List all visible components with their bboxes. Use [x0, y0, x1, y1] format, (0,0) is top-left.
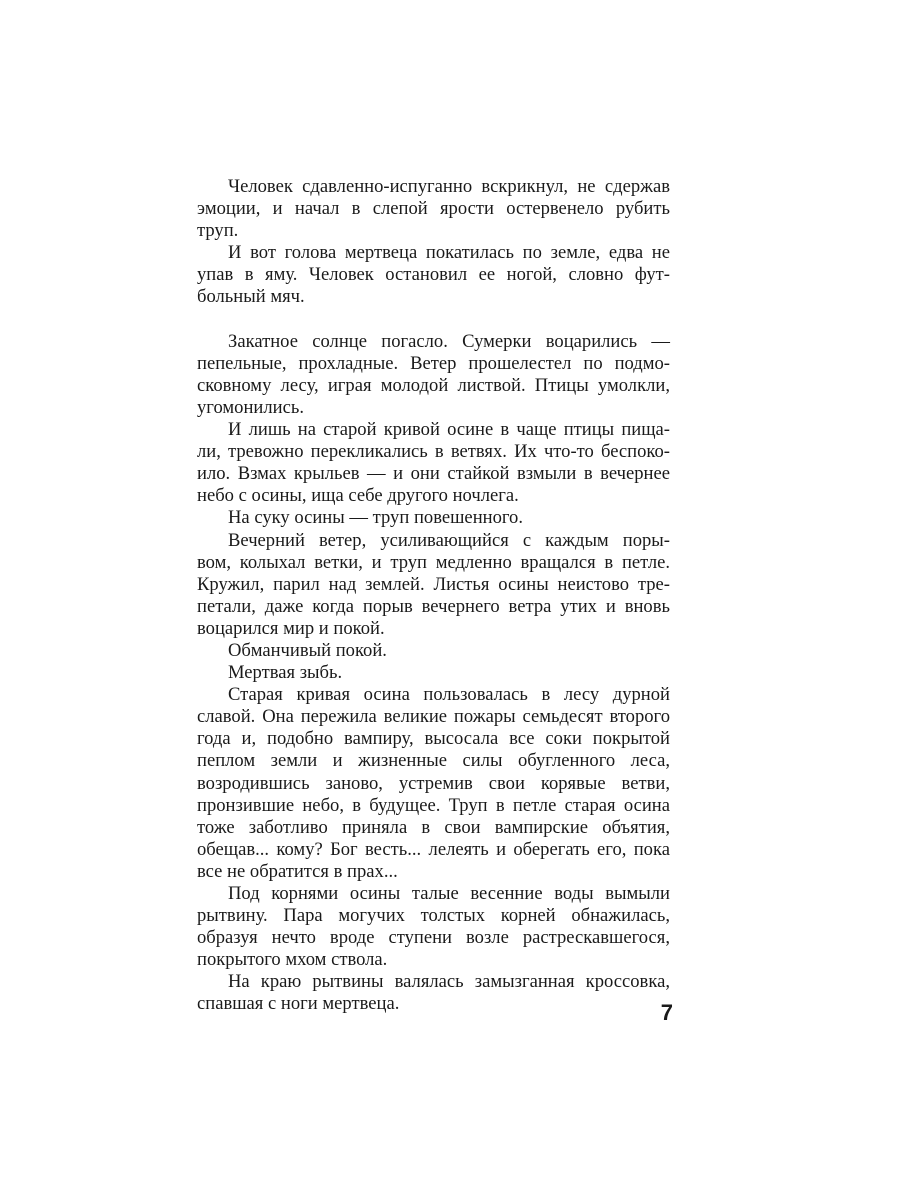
text-line: Старая кривая осина пользовалась в лесу дурной: [228, 684, 670, 706]
text-line: Человек сдавленно-испуганно вскрикнул, не сдержав: [228, 176, 670, 197]
text-line: все не обратится в прах...: [197, 860, 398, 882]
text-line: возродившись заново, устремив свои корявые ветви,: [197, 772, 670, 794]
text-line: Мертвая зыбь.: [228, 662, 343, 684]
text-line: эмоции, и начал в слепой ярости остервенело рубить: [197, 198, 670, 220]
text-line: И вот голова мертвеца покатилась по земле, едва не: [228, 242, 670, 264]
section-break: [197, 309, 670, 331]
text-line: угомонились.: [197, 396, 304, 418]
text-line: Обманчивый покой.: [228, 639, 387, 661]
text-line: петали, даже когда порыв вечернего ветра утих и вновь: [197, 595, 670, 617]
text-line: покрытого мхом ствола.: [197, 949, 388, 971]
text-line: пеплом земли и жизненные силы обугленного леса,: [197, 750, 670, 772]
text-line: На суку осины — труп повешенного.: [228, 507, 523, 529]
text-line: И лишь на старой кривой осине в чаще птицы пища-: [228, 419, 670, 441]
text-line: воцарился мир и покой.: [197, 617, 385, 639]
page-number: 7: [660, 1000, 673, 1025]
text-line: славой. Она пережила великие пожары семьдесят второго: [197, 706, 670, 728]
text-line: тоже заботливо приняла в свои вампирские объятия,: [197, 816, 670, 838]
text-line: образуя нечто вроде ступени возле растрескавшегося,: [197, 927, 670, 949]
text-line: спавшая с ноги мертвеца.: [197, 993, 400, 1015]
text-line: труп.: [197, 220, 239, 242]
text-line: ило. Взмах крыльев — и они стайкой взмыли в вечернее: [197, 463, 670, 485]
body-text: [197, 176, 670, 1016]
text-line: Под корнями осины талые весенние воды вымыли: [228, 883, 670, 904]
text-line: Закатное солнце погасло. Сумерки воцарились —: [228, 330, 670, 352]
text-line: года и, подобно вампиру, высосала все соки покрытой: [197, 728, 670, 750]
text-line: обещав... кому? Бог весть... лелеять и оберегать его, пока: [197, 838, 670, 860]
text-line: небо с осины, ища себе другого ночлега.: [197, 485, 519, 507]
text-line: рытвину. Пара могучих толстых корней обнажилась,: [197, 905, 670, 927]
text-line: Вечерний ветер, усиливающийся с каждым поры-: [228, 529, 670, 551]
text-line: пронзившие небо, в будущее. Труп в петле старая осина: [197, 794, 670, 816]
text-line: На краю рытвины валялась замызганная кроссовка,: [228, 971, 670, 993]
text-line: пепельные, прохладные. Ветер прошелестел по подмо-: [197, 352, 670, 374]
text-line: сковному лесу, играя молодой листвой. Птицы умолкли,: [197, 374, 670, 396]
text-line: больный мяч.: [197, 286, 305, 308]
text-line: вом, колыхал ветки, и труп медленно вращался в петле.: [197, 551, 670, 573]
text-line: ли, тревожно перекликались в ветвях. Их что-то беспоко-: [197, 441, 670, 463]
text-line: упав в яму. Человек остановил ее ногой, словно фут-: [197, 264, 670, 286]
text-line: Кружил, парил над землей. Листья осины неистово тре-: [197, 573, 670, 595]
